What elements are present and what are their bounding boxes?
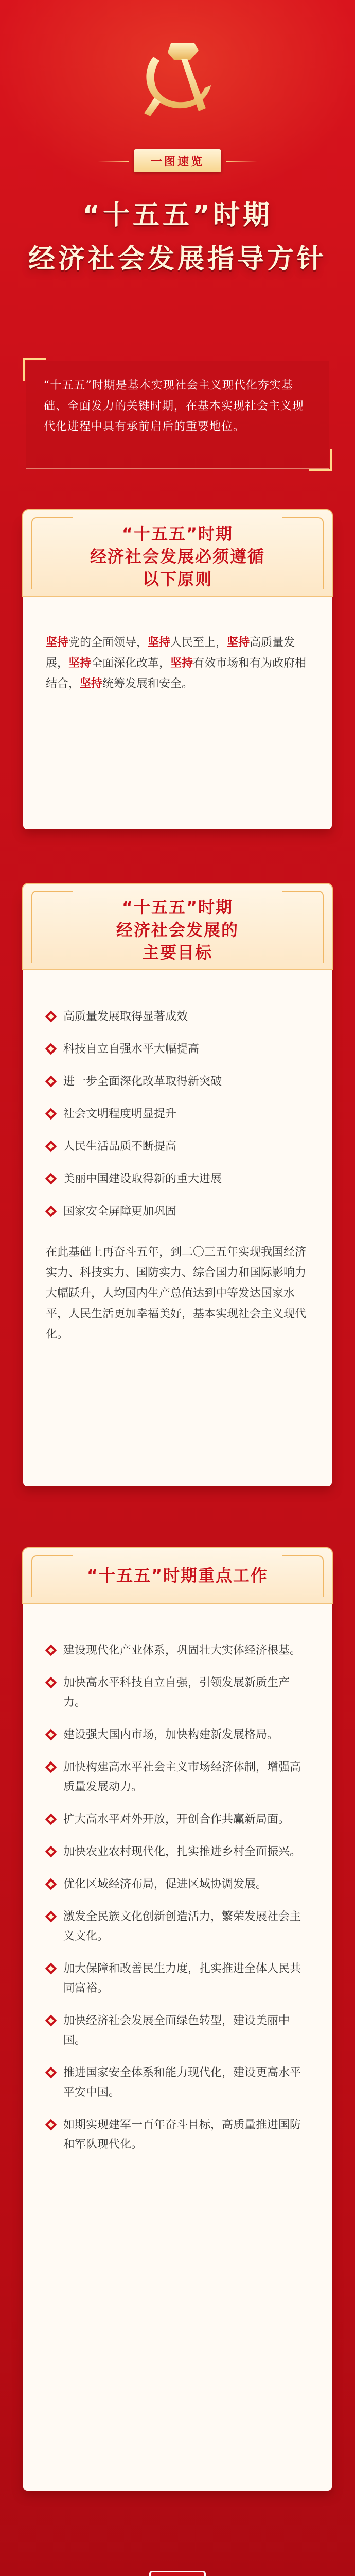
task-item: 加快高水平科技自立自强，引领发展新质生产力。 (46, 1673, 309, 1713)
goals-list (46, 1007, 309, 1222)
diamond-bullet-icon (45, 1761, 57, 1773)
page-title-line-1: “十五五”时期 (82, 200, 273, 231)
goals-2035-paragraph: 在此基础上再奋斗五年，到二〇三五年实现我国经济实力、科技实力、国防实力、综合国力和国际影响力大幅跃升，人均国内生产总值达到中等发达国家水平，人民生活更加幸福美好，基本实现社会主义现代化。 (46, 1246, 307, 1341)
page-title-line-2: 经济社会发展指导方针 (28, 244, 327, 275)
overview-tag: 一图速览 (134, 149, 221, 172)
goal-item: 社会文明程度明显提升 (46, 1105, 309, 1124)
tasks-card (23, 1558, 332, 2491)
tasks-card-header (22, 1547, 333, 1604)
task-item: 优化区域经济布局，促进区域协调发展。 (46, 1875, 309, 1894)
task-item: 加快经济社会发展全面绿色转型，建设美丽中国。 (46, 2011, 309, 2050)
diamond-bullet-icon (45, 1206, 57, 1217)
diamond-bullet-icon (45, 1878, 57, 1890)
principles-text: 坚持党的全面领导，坚持人民至上，坚持高质量发展，坚持全面深化改革，坚持有效市场和有为政府相结合，坚持统筹发展和安全。 (46, 636, 307, 690)
diamond-bullet-icon (45, 2015, 57, 2027)
intro-box (26, 361, 329, 469)
diamond-bullet-icon (45, 1963, 57, 1975)
task-item: 扩大高水平对外开放，开创合作共赢新局面。 (46, 1810, 309, 1829)
principles-heading-line-3: 以下原则 (142, 569, 212, 589)
goals-heading-line-3: 主要目标 (142, 943, 212, 962)
task-item: 建设强大国内市场，加快构建新发展格局。 (46, 1725, 309, 1745)
goal-item: 高质量发展取得显著成效 (46, 1007, 309, 1027)
diamond-bullet-icon (45, 2067, 57, 2079)
diamond-bullet-icon (45, 1677, 57, 1689)
task-item: 如期实现建军一百年奋斗目标，高质量推进国防和军队现代化。 (46, 2115, 309, 2155)
principles-heading-line-2: 经济社会发展必须遵循 (90, 547, 265, 566)
diamond-bullet-icon (45, 1173, 57, 1185)
goal-item: 人民生活品质不断提高 (46, 1137, 309, 1157)
diamond-bullet-icon (45, 1846, 57, 1858)
tasks-body (23, 1615, 332, 2491)
task-item: 加大保障和改善民生力度，扎实推进全体人民共同富裕。 (46, 1959, 309, 1998)
diamond-bullet-icon (45, 1645, 57, 1656)
intro-text: “十五五”时期是基本实现社会主义现代化夯实基础、全面发力的关键时期，在基本实现社会主义现代化进程中具有承前启后的重要地位。 (44, 379, 305, 433)
principles-card (23, 520, 332, 829)
diamond-bullet-icon (45, 1011, 57, 1023)
goal-item: 科技自立自强水平大幅提高 (46, 1040, 309, 1059)
hero-section (0, 0, 355, 330)
goals-heading-line-2: 经济社会发展的 (116, 920, 239, 940)
diamond-bullet-icon (45, 1076, 57, 1088)
principles-card-header (22, 509, 333, 597)
goal-item: 国家安全屏障更加巩固 (46, 1202, 309, 1222)
task-item: 推进国家安全体系和能力现代化，建设更高水平平安中国。 (46, 2063, 309, 2103)
party-emblem-icon (134, 36, 221, 118)
diamond-bullet-icon (45, 1729, 57, 1741)
task-item: 激发全民族文化创新创造活力，繁荣发展社会主义文化。 (46, 1907, 309, 1946)
principles-heading-line-1: “十五五”时期 (121, 524, 234, 544)
goal-item: 美丽中国建设取得新的重大进展 (46, 1170, 309, 1189)
task-item: 建设现代化产业体系，巩固壮大实体经济根基。 (46, 1641, 309, 1660)
cctv-news-logo (149, 2571, 206, 2576)
diamond-bullet-icon (45, 2119, 57, 2131)
tasks-list (46, 1641, 309, 2155)
tasks-heading: “十五五”时期重点工作 (86, 1566, 269, 1585)
diamond-bullet-icon (45, 1141, 57, 1153)
task-item: 加快构建高水平社会主义市场经济体制，增强高质量发展动力。 (46, 1758, 309, 1797)
goals-body (23, 981, 332, 1486)
diamond-bullet-icon (45, 1108, 57, 1120)
task-item: 加快农业农村现代化，扎实推进乡村全面振兴。 (46, 1842, 309, 1862)
goals-heading-line-1: “十五五”时期 (121, 897, 234, 917)
principles-body (23, 608, 332, 829)
goal-item: 进一步全面深化改革取得新突破 (46, 1072, 309, 1092)
diamond-bullet-icon (45, 1911, 57, 1923)
goals-card (23, 894, 332, 1486)
diamond-bullet-icon (45, 1043, 57, 1055)
goals-card-header (22, 883, 333, 970)
diamond-bullet-icon (45, 1814, 57, 1825)
